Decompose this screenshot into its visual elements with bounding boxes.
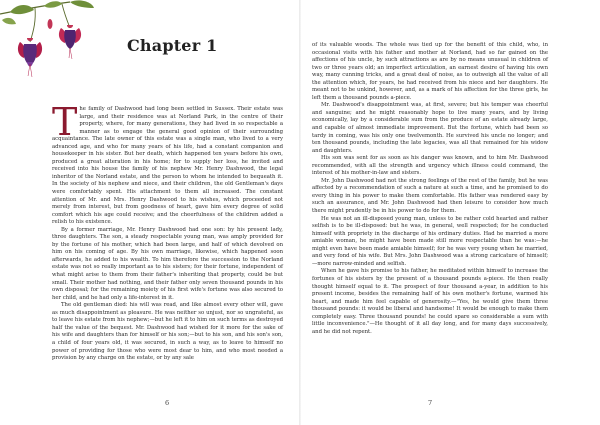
paragraph: By a former marriage, Mr. Henry Dashwood had one son: by his present lady, three daughters. The son, a steady respectable young man, was amply provided for by the fortune of his mother, which had been large, and half of which devolved on him on his coming of age. By his own marriage, likewise, which happened soon afterwards, he added to his wealth. To him therefore the succession to the Norland estate was not so really important as to his sisters; for their fortune, independent of what might arise to them from their father's inheriting that property, could be but small. Their mother had nothing, and their father only seven thousand pounds in his own disposal; for the remaining moiety of his first wife's fortune was also secured to her child, and he had only a life-interest in it. bbox=[52, 226, 283, 301]
paragraph: The family of Dashwood had long been settled in Sussex. Their estate was large, and their residence was at Norland Park, in the centre of their property, where, for many generations, they had lived in so respectable a manner as to engage the general good opinion of their surrounding acquaintance. The late owner of this estate was a single man, who lived to a very advanced age, and who for many years of his life, had a constant companion and housekeeper in his sister. But her death, which happened ten years before his own, produced a great alteration in his home; for to supply her loss, he invited and received into his house the family of his nephew Mr. Henry Dashwood, the legal inheritor of the Norland estate, and the person to whom he intended to bequeath it. In the society of his nephew and niece, and their children, the old Gentleman's days were comfortably spent. His attachment to them all increased. The constant attention of Mr. and Mrs. Henry Dashwood to his wishes, which proceeded not merely from interest, but from goodness of heart, gave him every degree of solid comfort which his age could receive; and the cheerfulness of the children added a relish to his existence. bbox=[52, 100, 283, 226]
drop-cap: T bbox=[52, 100, 78, 144]
paragraph: Mr. John Dashwood had not the strong feelings of the rest of the family, but he was affected by a recommendation of such a nature at such a time, and he promised to do every thing in his power to make them comfortable. His father was rendered easy by such an assurance, and Mr. John Dashwood had then leisure to consider how much there might prudently be in his power to do for them. bbox=[312, 177, 548, 215]
paragraph: His son was sent for as soon as his danger was known, and to him Mr. Dashwood recommended, with all the strength and urgency which illness could command, the interest of his mother-in-law and sisters. bbox=[312, 155, 548, 177]
page-number: 7 bbox=[428, 399, 433, 407]
page-number: 6 bbox=[165, 399, 170, 407]
paragraph: He was not an ill-disposed young man, unless to be rather cold hearted and rather selfish is to be ill-disposed: but he was, in general, well respected; for he conducted himself with propriety in the discharge of his ordinary duties. Had he married a more amiable woman, he might have been made still more respectable than he was:—he might even have been made amiable himself; for he was very young when he married, and very fond of his wife. But Mrs. John Dashwood was a strong caricature of himself;—more narrow-minded and selfish. bbox=[312, 215, 548, 267]
paragraph: Mr. Dashwood's disappointment was, at first, severe; but his temper was cheerful and sanguine; and he might reasonably hope to live many years, and by living economically, lay by a considerable sum from the produce of an estate already large, and capable of almost immediate improvement. But the fortune, which had been so tardy in coming, was his only one twelvemonth. He survived his uncle no longer; and ten thousand pounds, including the late legacies, was all that remained for his widow and daughters. bbox=[312, 102, 548, 154]
paragraph: The old gentleman died: his will was read, and like almost every other will, gave as much disappointment as pleasure. He was neither so unjust, nor so ungrateful, as to leave his estate from his nephew;—but he left it to him on such terms as destroyed half the value of the bequest. Mr. Dashwood had wished for it more for the sake of his wife and daughters than for himself or his son;—but to his son, and his son's son, a child of four years old, it was secured, in such a way, as to leave to himself no power of providing for those who were most dear to him, and who most needed a provision by any charge on the estate, or by any sale bbox=[52, 302, 283, 362]
left-page-body bbox=[52, 100, 283, 363]
chapter-title: Chapter 1 bbox=[127, 36, 218, 55]
fuchsia-flower-illustration bbox=[0, 0, 112, 90]
right-page-body bbox=[312, 42, 548, 336]
right-page bbox=[300, 0, 600, 425]
paragraph: When he gave his promise to his father, he meditated within himself to increase the fortunes of his sisters by the present of a thousand pounds a-piece. He then really thought himself equal to it. The prospect of four thousand a-year, in addition to his present income, besides the remaining half of his own mother's fortune, warmed his heart, and made him feel capable of generosity.—"Yes, he would give them three thousand pounds: it would be liberal and handsome! It would be enough to make them completely easy. Three thousand pounds! he could spare so considerable a sum with little inconvenience."—He thought of it all day long, and for many days successively, and he did not repent. bbox=[312, 268, 548, 335]
paragraph: of its valuable woods. The whole was tied up for the benefit of this child, who, in occasional visits with his father and mother at Norland, had so far gained on the affections of his uncle, by such attractions as are by no means unusual in children of two or three years old; an imperfect articulation, an earnest desire of having his own way, many cunning tricks, and a great deal of noise, as to outweigh all the value of all the attention which, for years, he had received from his niece and her daughters. He meant not to be unkind, however, and, as a mark of his affection for the three girls, he left them a thousand pounds a-piece. bbox=[312, 42, 548, 101]
